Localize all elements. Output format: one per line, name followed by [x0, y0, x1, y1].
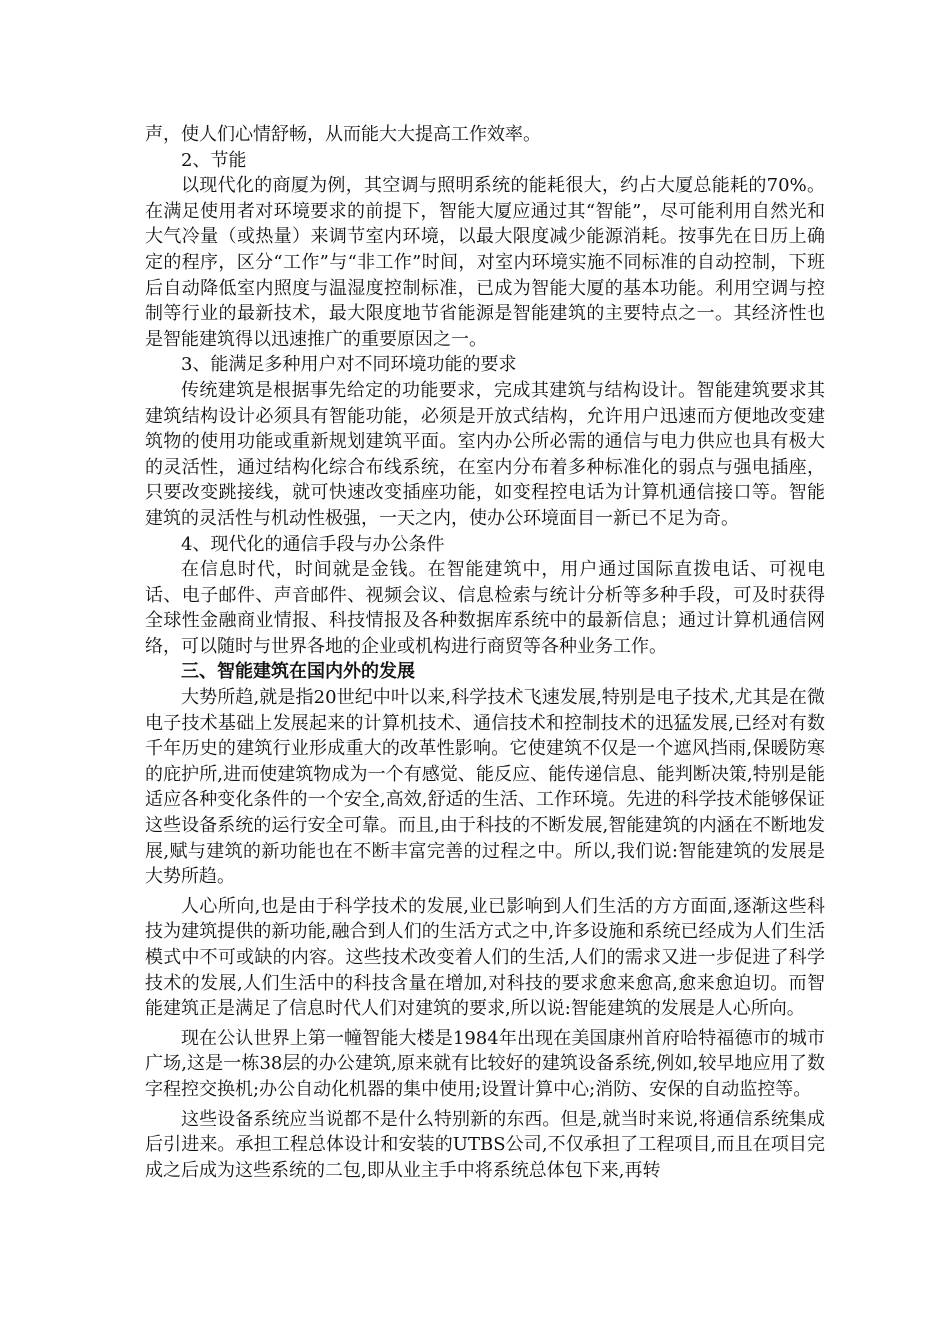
- subheading-energy-saving: 2、节能: [181, 149, 247, 171]
- document-page: [145, 122, 825, 1183]
- section-heading-development: 三、智能建筑在国内外的发展: [181, 661, 415, 683]
- paragraph-flexibility: 传统建筑是根据事先给定的功能要求，完成其建筑与结构设计。智能建筑要求其建筑结构设计必须具有智能功能，必须是开放式结构，允许用户迅速而方便地改变建筑物的使用功能或重新规划建筑平面。室内办公所必需的通信与电力供应也具有极大的灵活性，通过结构化综合布线系统，在室内分布着多种标准化的弱点与强电插座，只要改变跳接线，就可快速改变插座功能，如变程控电话为计算机通信接口等。智能建筑的灵活性与机动性极强，一天之内，使办公环境面目一新已不足为奇。: [145, 379, 825, 529]
- subheading-communication: 4、现代化的通信手段与办公条件: [181, 533, 445, 555]
- paragraph-systems-integration: 这些设备系统应当说都不是什么特别新的东西。但是,就当时来说,将通信系统集成后引进来。承担工程总体设计和安装的UTBS公司,不仅承担了工程项目,而且在项目完成之后成为这些系统的二包,即从业主手中将系统总体包下来,再转: [145, 1108, 825, 1181]
- paragraph-communication: 在信息时代，时间就是金钱。在智能建筑中，用户通过国际直拨电话、可视电话、电子邮件、声音邮件、视频会议、信息检索与统计分析等多种手段，可及时获得全球性金融商业情报、科技情报及各种数据库系统中的最新信息；通过计算机通信网络，可以随时与世界各地的企业或机构进行商贸等各种业务工作。: [145, 559, 825, 657]
- paragraph-first-smart-building: 现在公认世界上第一幢智能大楼是1984年出现在美国康州首府哈特福德市的城市广场,这是一栋38层的办公建筑,原来就有比较好的建筑设备系统,例如,较早地应用了数字程控交换机;办公自动化机器的集中使用;设置计算中心;消防、安保的自动监控等。: [145, 1027, 825, 1100]
- paragraph-energy-saving: 以现代化的商厦为例，其空调与照明系统的能耗很大，约占大厦总能耗的70%。在满足使用者对环境要求的前提下，智能大厦应通过其“智能”，尽可能利用自然光和大气冷量（或热量）来调节室内环境，以最大限度减少能源消耗。按事先在日历上确定的程序，区分“工作”与“非工作”时间，对室内环境实施不同标准的自动控制，下班后自动降低室内照度与温湿度控制标准，已成为智能大厦的基本功能。利用空调与控制等行业的最新技术，最大限度地节省能源是智能建筑的主要特点之一。其经济性也是智能建筑得以迅速推广的重要原因之一。: [145, 175, 825, 350]
- paragraph-continuation: 声，使人们心情舒畅，从而能大大提高工作效率。: [145, 124, 541, 145]
- paragraph-popular-demand: 人心所向,也是由于科学技术的发展,业已影响到人们生活的方方面面,逐渐这些科技为建筑提供的新功能,融合到人们的生活方式之中,许多设施和系统已经成为人们生活模式中不可或缺的内容。这些技术改变着人们的生活,人们的需求又进一步促进了科学技术的发展,人们生活中的科技含量在增加,对科技的要求愈来愈高,愈来愈迫切。而智能建筑正是满足了信息时代人们对建筑的要求,所以说:智能建筑的发展是人心所向。: [145, 895, 825, 1020]
- subheading-flexibility: 3、能满足多种用户对不同环境功能的要求: [181, 354, 517, 376]
- paragraph-trend: 大势所趋,就是指20世纪中叶以来,科学技术飞速发展,特别是电子技术,尤其是在微电子技术基础上发展起来的计算机技术、通信技术和控制技术的迅猛发展,已经对有数千年历史的建筑行业形成重大的改革性影响。它使建筑不仅是一个遮风挡雨,保暖防寒的庇护所,进而使建筑物成为一个有感觉、能反应、能传递信息、能判断决策,特别是能适应各种变化条件的一个安全,高效,舒适的生活、工作环境。先进的科学技术能够保证这些设备系统的运行安全可靠。而且,由于科技的不断发展,智能建筑的内涵在不断地发展,赋与建筑的新功能也在不断丰富完善的过程之中。所以,我们说:智能建筑的发展是大势所趋。: [145, 687, 825, 888]
